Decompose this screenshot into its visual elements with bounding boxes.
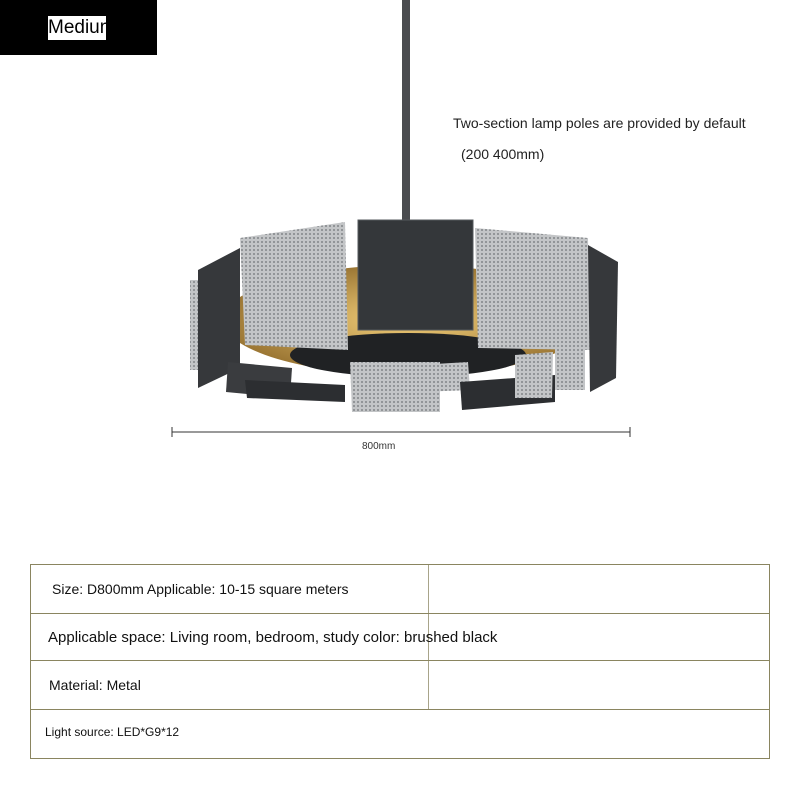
spec-table	[30, 564, 770, 759]
lamp-pole-note: Two-section lamp poles are provided by default	[453, 115, 746, 131]
spec-space-color: Applicable space: Living room, bedroom, study color: brushed black	[48, 629, 498, 646]
spec-row	[31, 614, 769, 661]
lamp-pole-sizes: (200 400mm)	[461, 146, 545, 162]
mesh-panel	[555, 300, 585, 390]
spec-row	[31, 565, 769, 614]
spec-light-source: Light source: LED*G9*12	[45, 725, 180, 739]
center-box	[358, 220, 473, 330]
mesh-panel	[240, 222, 348, 350]
dark-panel	[588, 245, 618, 392]
spec-row	[31, 661, 769, 710]
spec-row	[31, 710, 769, 758]
dark-panel	[245, 380, 345, 402]
dimension-label: 800mm	[362, 441, 396, 452]
size-badge-label: Medium	[48, 17, 116, 38]
lamp-pole	[402, 0, 410, 222]
spec-size: Size: D800mm Applicable: 10-15 square meters	[52, 581, 349, 597]
mesh-panel	[515, 352, 553, 398]
spec-material: Material: Metal	[49, 677, 141, 693]
